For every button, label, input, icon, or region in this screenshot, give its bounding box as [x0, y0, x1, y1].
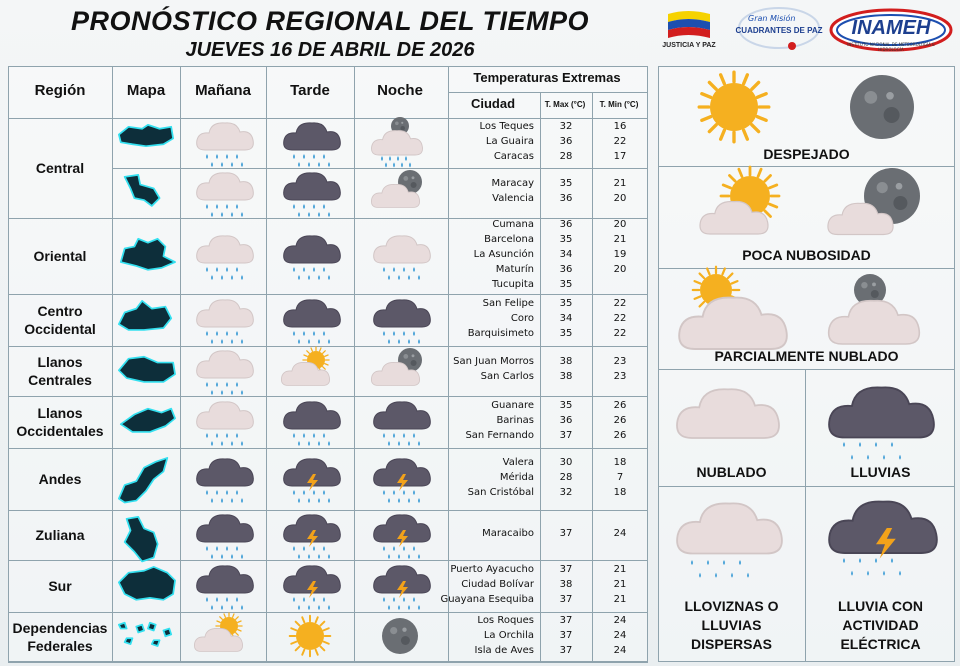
cuadrantes-logo: [734, 6, 824, 56]
inameh-subtitle: INSTITUTO NACIONAL DE METEOROLOGÍA E HIDROLOGÍA: [847, 42, 935, 52]
storm-cloud-icon: [370, 512, 430, 558]
light-rain-cloud-icon: [674, 498, 790, 588]
region-map: [115, 171, 177, 215]
region-map: [115, 297, 177, 343]
region-label-text: Centro Occidental: [24, 303, 96, 337]
rain-cloud-icon: [280, 170, 340, 216]
venezuela-flag-logo: [660, 8, 718, 54]
temp-max: 32: [559, 486, 573, 498]
region-map: [115, 349, 177, 393]
rain-cloud-icon: [280, 233, 340, 279]
temp-max: 32: [559, 120, 573, 132]
rain-cloud-icon: [193, 512, 253, 558]
city-name: Maracay: [491, 178, 534, 189]
sun-cloud-icon: [193, 614, 253, 660]
temp-max: 34: [559, 312, 573, 324]
temp-min: 21: [613, 593, 627, 605]
temp-max: 35: [559, 327, 573, 339]
light-rain-cloud-icon: [193, 233, 253, 279]
sun-icon: [694, 72, 774, 142]
temp-min: 26: [613, 429, 627, 441]
temp-min: 17: [613, 150, 627, 162]
region-label: [8, 448, 112, 510]
temp-min: 26: [613, 399, 627, 411]
temp-min: 23: [613, 356, 627, 367]
temp-max: 37: [559, 629, 573, 641]
region-label: [8, 218, 112, 294]
column-divider: [180, 66, 181, 662]
temp-max: 37: [559, 593, 573, 605]
city-name: Mérida: [499, 471, 534, 483]
region-label-text: Llanos Occidentales: [16, 405, 104, 439]
region-label: [8, 510, 112, 560]
region-label-text: Oriental: [33, 248, 87, 264]
city-name: La Asunción: [473, 248, 534, 260]
legend-lluvias: LLUVIAS: [850, 464, 911, 480]
temp-max: 35: [559, 178, 573, 189]
temp-max: 36: [559, 414, 573, 426]
city-name: Maturín: [495, 263, 534, 275]
logos: [660, 6, 955, 58]
region-map: [115, 233, 177, 279]
header-map: Mapa: [126, 82, 166, 99]
row-divider: [448, 92, 648, 93]
temp-min: 26: [613, 414, 627, 426]
region-map: [115, 456, 177, 502]
column-divider: [540, 92, 541, 662]
temp-max: 35: [559, 297, 573, 309]
temp-min: 19: [613, 248, 627, 260]
region-label: [8, 346, 112, 396]
storm-cloud-icon: [280, 456, 340, 502]
region-label: [8, 396, 112, 448]
temp-min: 24: [613, 644, 627, 656]
light-rain-cloud-icon: [193, 399, 253, 445]
region-map: [115, 615, 177, 659]
rain-cloud-icon: [193, 456, 253, 502]
column-divider: [354, 66, 355, 662]
light-rain-cloud-icon: [193, 120, 253, 166]
temp-max: 35: [559, 399, 573, 411]
temp-max: 36: [559, 193, 573, 204]
temp-max: 37: [559, 563, 573, 575]
legend-lloviznas: LLOVIZNAS O LLUVIAS DISPERSAS: [684, 598, 779, 652]
cloud-icon: [674, 384, 784, 460]
temp-max: 38: [559, 371, 573, 382]
legend-lluvia-electrica: LLUVIA CON ACTIVIDAD ELÉCTRICA: [837, 598, 924, 652]
justicia-logo-text: JUSTICIA Y PAZ: [662, 42, 716, 49]
temp-max: 37: [559, 614, 573, 626]
row-divider: [8, 662, 648, 663]
temp-min: 18: [613, 486, 627, 498]
city-name: Valencia: [492, 193, 534, 204]
city-name: San Fernando: [465, 429, 534, 441]
region-label-text: Andes: [38, 471, 82, 487]
column-divider: [112, 66, 113, 662]
light-rain-cloud-icon: [193, 170, 253, 216]
city-name: Puerto Ayacucho: [450, 563, 534, 575]
sun-cloud-icon: [280, 348, 340, 394]
legend-divider: [658, 369, 955, 370]
rain-cloud-icon: [280, 120, 340, 166]
temp-max: 30: [559, 456, 573, 468]
sun-icon: [280, 614, 340, 660]
region-label: [8, 560, 112, 612]
city-name: Barinas: [496, 414, 534, 426]
row-divider: [112, 168, 648, 169]
header-morning: Mañana: [195, 82, 251, 99]
city-name: Cumana: [492, 218, 534, 230]
temp-min: 24: [613, 527, 627, 539]
city-name: Barquisimeto: [467, 327, 534, 339]
temp-min: 7: [616, 471, 624, 483]
moon-cloud-icon: [826, 272, 936, 344]
column-divider: [266, 66, 267, 662]
header-temps: Temperaturas Extremas: [473, 70, 621, 85]
moon-icon: [370, 614, 430, 660]
storm-cloud-icon: [826, 496, 946, 586]
temp-min: 21: [613, 233, 627, 245]
page-title: PRONÓSTICO REGIONAL DEL TIEMPO: [70, 6, 590, 36]
moon-light-rain-cloud-icon: [370, 120, 430, 166]
header-region: Región: [34, 82, 86, 99]
rain-cloud-icon: [280, 399, 340, 445]
light-rain-cloud-icon: [193, 348, 253, 394]
region-label-text: Sur: [48, 578, 72, 594]
inameh-logo: [828, 8, 954, 56]
moon-icon: [844, 74, 920, 140]
legend-divider: [805, 369, 806, 662]
city-name: San Cristóbal: [467, 486, 534, 498]
city-name: La Guaira: [485, 135, 534, 147]
temp-max: 35: [559, 278, 573, 290]
region-label-text: Central: [35, 160, 85, 176]
rain-cloud-icon: [193, 563, 253, 609]
region-label: [8, 294, 112, 346]
city-name: La Orchila: [483, 629, 534, 641]
city-name: Guayana Esequiba: [440, 593, 534, 605]
moon-cloud-icon: [826, 170, 922, 246]
region-map: [115, 563, 177, 609]
header-night: Noche: [377, 82, 423, 99]
sun-cloud-icon: [676, 272, 792, 344]
legend-divider: [658, 268, 955, 269]
column-divider: [592, 92, 593, 662]
city-name: Coro: [510, 312, 534, 324]
temp-max: 28: [559, 471, 573, 483]
temp-min: 24: [613, 614, 627, 626]
temp-max: 38: [559, 356, 573, 367]
temp-min: 22: [613, 327, 627, 339]
city-name: Barcelona: [484, 233, 534, 245]
page-title-block: [0, 6, 660, 62]
rain-cloud-icon: [280, 297, 340, 343]
storm-cloud-icon: [280, 563, 340, 609]
forecast-table: [8, 66, 648, 662]
temp-min: 22: [613, 135, 627, 147]
region-label: [8, 612, 112, 662]
temp-min: 22: [613, 312, 627, 324]
temp-min: 21: [613, 578, 627, 590]
storm-cloud-icon: [280, 512, 340, 558]
forecast-date: JUEVES 16 DE ABRIL DE 2026: [185, 39, 475, 61]
sun-cloud-icon: [698, 170, 788, 246]
temp-min: 23: [613, 371, 627, 382]
header-afternoon: Tarde: [290, 82, 330, 99]
temp-max: 34: [559, 248, 573, 260]
cuadrantes-text: CUADRANTES DE PAZ: [735, 26, 823, 35]
temp-min: 24: [613, 629, 627, 641]
temp-max: 28: [559, 150, 573, 162]
legend-poca-nubosidad: POCA NUBOSIDAD: [742, 247, 871, 263]
region-map: [115, 121, 177, 165]
storm-cloud-icon: [370, 456, 430, 502]
temp-min: 20: [613, 193, 627, 204]
legend-divider: [658, 486, 955, 487]
region-map: [115, 513, 177, 557]
inameh-text: INAMEH: [851, 17, 931, 39]
legend-divider: [658, 166, 955, 167]
region-label-text: Llanos Centrales: [28, 354, 92, 388]
temp-min: 21: [613, 563, 627, 575]
temp-max: 36: [559, 218, 573, 230]
city-name: San Carlos: [480, 371, 534, 382]
legend-nublado: NUBLADO: [696, 464, 767, 480]
header-tmin: T. Min (°C): [599, 100, 639, 109]
light-rain-cloud-icon: [193, 297, 253, 343]
city-name: Isla de Aves: [474, 644, 534, 656]
temp-max: 37: [559, 429, 573, 441]
city-name: Valera: [502, 456, 534, 468]
city-name: Caracas: [493, 150, 534, 162]
rain-cloud-icon: [826, 382, 942, 462]
region-label-text: Dependencias Federales: [12, 620, 108, 654]
city-name: Guanare: [491, 399, 534, 411]
temp-max: 35: [559, 233, 573, 245]
temp-min: 18: [613, 456, 627, 468]
temp-max: 36: [559, 135, 573, 147]
city-name: San Felipe: [482, 297, 534, 309]
region-label: [8, 118, 112, 218]
city-name: Los Roques: [477, 614, 534, 626]
city-name: Ciudad Bolívar: [461, 578, 534, 590]
storm-cloud-icon: [370, 563, 430, 609]
header-city: Ciudad: [470, 96, 516, 111]
city-name: Los Teques: [479, 120, 534, 132]
temp-min: 21: [613, 178, 627, 189]
moon-cloud-icon: [370, 348, 430, 394]
region-map: [115, 399, 177, 445]
light-rain-cloud-icon: [370, 233, 430, 279]
temp-min: 16: [613, 120, 627, 132]
city-name: Tucupita: [492, 278, 534, 290]
rain-cloud-icon: [370, 399, 430, 445]
temp-min: 20: [613, 263, 627, 275]
legend-parcialmente-nublado: PARCIALMENTE NUBLADO: [714, 348, 899, 364]
temp-max: 37: [559, 644, 573, 656]
legend-despejado: DESPEJADO: [763, 146, 850, 162]
city-name: Maracaibo: [482, 527, 534, 539]
rain-cloud-icon: [370, 297, 430, 343]
temp-max: 36: [559, 263, 573, 275]
temp-max: 37: [559, 527, 573, 539]
city-name: San Juan Morros: [453, 356, 534, 367]
moon-cloud-icon: [370, 170, 430, 216]
temp-max: 38: [559, 578, 573, 590]
gran-mision-text: Gran Misión: [748, 14, 796, 23]
region-label-text: Zuliana: [35, 527, 85, 543]
temp-min: 20: [613, 218, 627, 230]
temp-min: 22: [613, 297, 627, 309]
header-tmax: T. Max (°C): [544, 100, 586, 109]
legend-panel: [658, 66, 955, 662]
